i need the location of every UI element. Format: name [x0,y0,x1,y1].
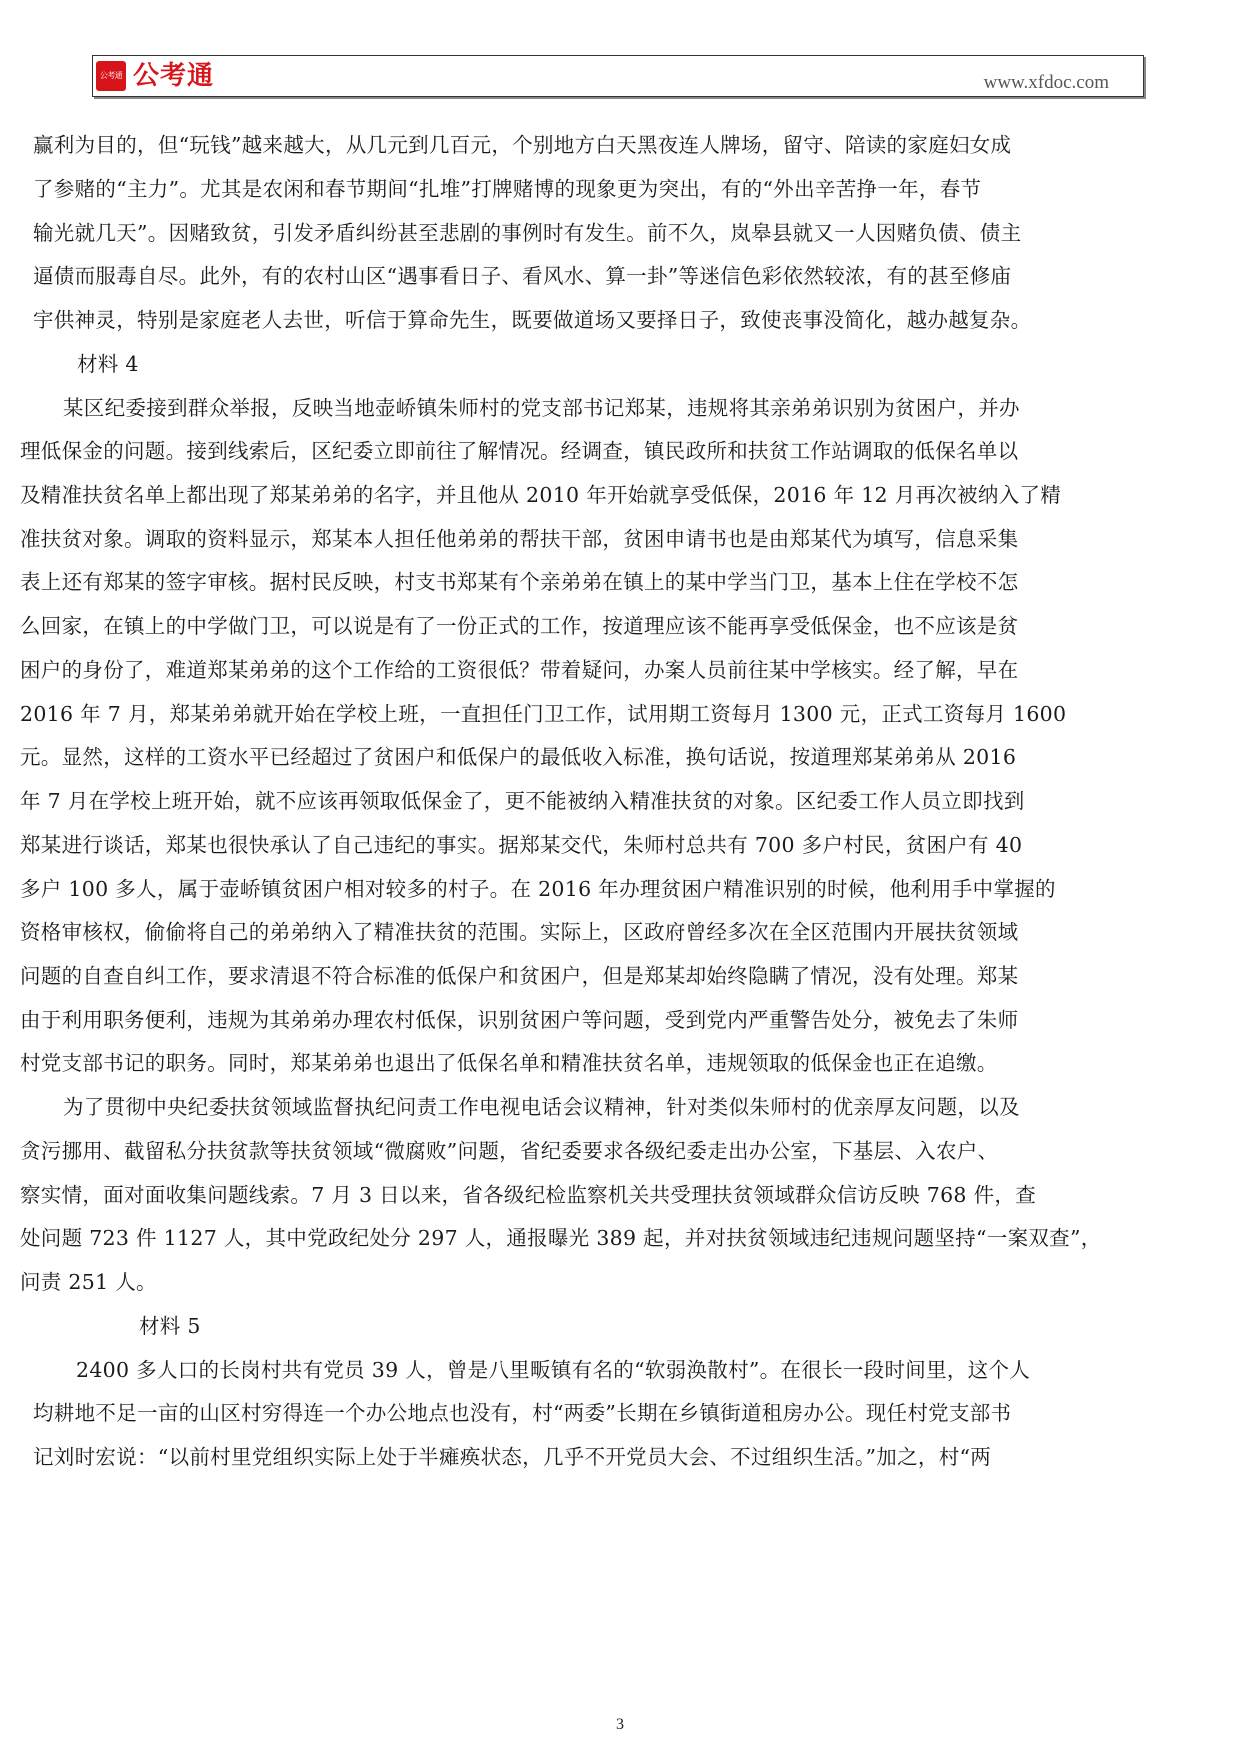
text-line: 困户的身份了，难道郑某弟弟的这个工作给的工资很低？带着疑问，办案人员前往某中学核实。经了解，早在 [20,658,1019,682]
text-line: 么回家，在镇上的中学做门卫，可以说是有了一份正式的工作，按道理应该不能再享受低保金，也不应该是贫 [20,614,1019,638]
text-line: 元。显然，这样的工资水平已经超过了贫困户和低保户的最低收入标准，换句话说，按道理郑某弟弟从 2016 [20,745,1017,769]
text-line: 宇供神灵，特别是家庭老人去世，听信于算命先生，既要做道场又要择日子，致使丧事没简化，越办越复杂。 [33,308,1032,332]
text-line: 贪污挪用、截留私分扶贫款等扶贫领域“微腐败”问题，省纪委要求各级纪委走出办公室，下基层、入农户、 [20,1139,999,1163]
text-line: 由于利用职务便利，违规为其弟弟办理农村低保，识别贫困户等问题，受到党内严重警告处分，被免去了朱师 [20,1008,1019,1032]
text-line: 多户 100 多人，属于壶峤镇贫困户相对较多的村子。在 2016 年办理贫困户精准识别的时候，他利用手中掌握的 [20,877,1056,901]
section-heading: 材料 4 [77,352,139,376]
text-line: 均耕地不足一亩的山区村穷得连一个办公地点也没有，村“两委”长期在乡镇街道租房办公。现任村党支部书 [33,1401,1012,1425]
text-line: 理低保金的问题。接到线索后，区纪委立即前往了解情况。经调查，镇民政所和扶贫工作站调取的低保名单以 [20,439,1019,463]
text-line: 逼债而服毒自尽。此外，有的农村山区“遇事看日子、看风水、算一卦”等迷信色彩依然较浓，有的甚至修庙 [33,264,1012,288]
text-line: 年 7 月在学校上班开始，就不应该再领取低保金了，更不能被纳入精准扶贫的对象。区纪委工作人员立即找到 [20,789,1025,813]
text-line: 2016 年 7 月，郑某弟弟就开始在学校上班，一直担任门卫工作，试用期工资每月 1300 元，正式工资每月 1600 [20,702,1067,726]
text-line: 资格审核权，偷偷将自己的弟弟纳入了精准扶贫的范围。实际上，区政府曾经多次在全区范围内开展扶贫领域 [20,920,1019,944]
text-line: 问题的自查自纠工作，要求清退不符合标准的低保户和贫困户，但是郑某却始终隐瞒了情况，没有处理。郑某 [20,964,1019,988]
text-line: 表上还有郑某的签字审核。据村民反映，村支书郑某有个亲弟弟在镇上的某中学当门卫，基本上住在学校不怎 [20,570,1019,594]
text-line: 记刘时宏说：“以前村里党组织实际上处于半瘫痪状态，几乎不开党员大会、不过组织生活。”加之，村“两 [33,1445,992,1469]
section-heading: 材料 5 [139,1314,201,1338]
text-line: 输光就几天”。因赌致贫，引发矛盾纠纷甚至悲剧的事例时有发生。前不久，岚皋县就又一人因赌负债、债主 [33,221,1022,245]
text-line: 为了贯彻中央纪委扶贫领域监督执纪问责工作电视电话会议精神，针对类似朱师村的优亲厚友问题，以及 [63,1095,1020,1119]
text-line: 处问题 723 件 1127 人，其中党政纪处分 297 人，通报曝光 389 起，并对扶贫领域违纪违规问题坚持“一案双查”， [20,1226,1102,1250]
page-header [92,55,1144,97]
text-line: 郑某进行谈话，郑某也很快承认了自己违纪的事实。据郑某交代，朱师村总共有 700 多户村民，贫困户有 40 [20,833,1023,857]
site-url[interactable]: www.xfdoc.com [983,72,1109,93]
text-line: 问责 251 人。 [20,1270,157,1294]
page-number: 3 [616,1716,624,1733]
text-line: 某区纪委接到群众举报，反映当地壶峤镇朱师村的党支部书记郑某，违规将其亲弟弟识别为贫困户，并办 [63,396,1020,420]
logo-badge: 公考通 [96,61,126,91]
text-line: 赢利为目的，但“玩钱”越来越大，从几元到几百元，个别地方白天黑夜连人牌场，留守、陪读的家庭妇女成 [33,133,1012,157]
logo-name: 公考通 [133,61,215,91]
text-line: 村党支部书记的职务。同时，郑某弟弟也退出了低保名单和精准扶贫名单，违规领取的低保金也正在追缴。 [20,1051,998,1075]
text-line: 察实情，面对面收集问题线索。7 月 3 日以来，省各级纪检监察机关共受理扶贫领域群众信访反映 768 件，查 [20,1183,1036,1207]
text-line: 准扶贫对象。调取的资料显示，郑某本人担任他弟弟的帮扶干部，贫困申请书也是由郑某代为填写，信息采集 [20,527,1019,551]
text-line: 了参赌的“主力”。尤其是农闲和春节期间“扎堆”打牌赌博的现象更为突出，有的“外出辛苦挣一年，春节 [33,177,982,201]
text-line: 2400 多人口的长岗村共有党员 39 人，曾是八里畈镇有名的“软弱涣散村”。在很长一段时间里，这个人 [76,1358,1031,1382]
text-line: 及精准扶贫名单上都出现了郑某弟弟的名字，并且他从 2010 年开始就享受低保，2016 年 12 月再次被纳入了精 [20,483,1062,507]
